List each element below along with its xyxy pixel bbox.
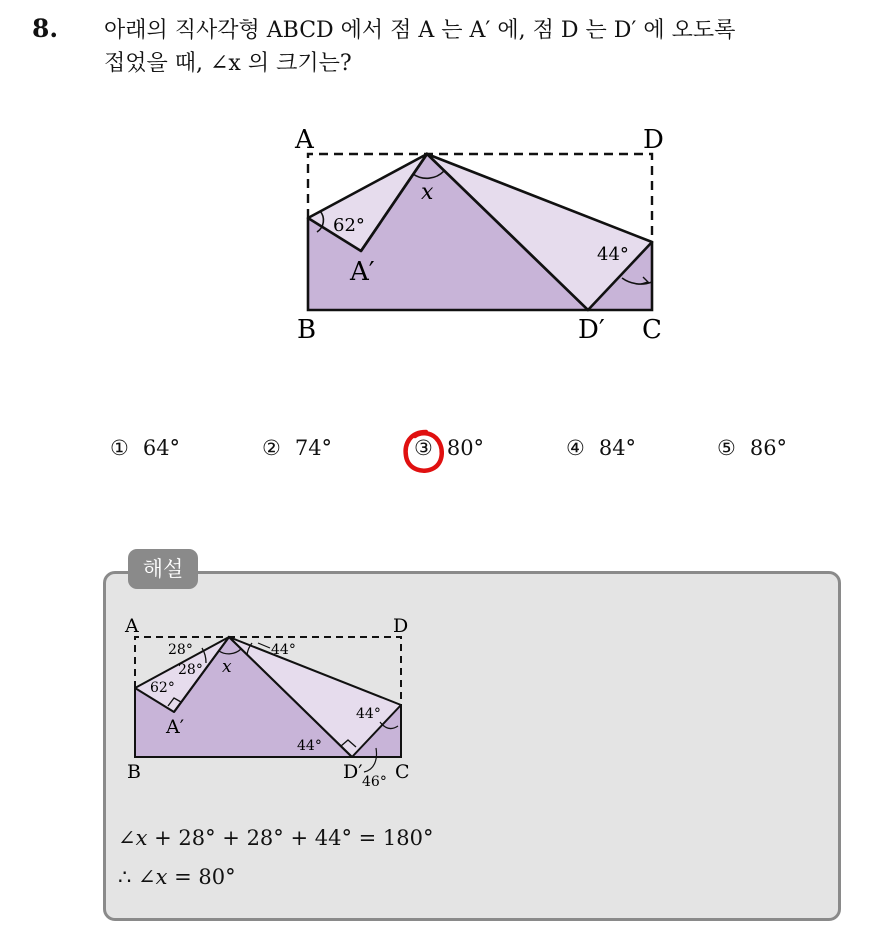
sol-label-D: D (393, 615, 409, 637)
angle-44-label: 44° (597, 244, 629, 265)
label-x: x (421, 180, 434, 205)
choice-4-marker: ④ (566, 436, 585, 460)
question-line-2: 접었을 때, ∠x 의 크기는? (104, 51, 352, 76)
sol-label-A: A (125, 615, 139, 637)
sol-angle-44-bottom: 44° (297, 738, 322, 754)
angle-62-label: 62° (333, 215, 365, 236)
choice-3-marker: ③ (414, 436, 433, 460)
label-A-prime: A′ (350, 257, 375, 287)
sol-label-x: x (222, 657, 232, 677)
sol-label-A-prime: A′ (166, 716, 185, 738)
sol-angle-62: 62° (150, 680, 175, 696)
choice-1-marker: ① (110, 436, 129, 460)
question-line-1: 아래의 직사각형 ABCD 에서 점 A 는 A′ 에, 점 D 는 D′ 에 오도록 (104, 18, 736, 43)
eq2-rest: = 80° (167, 865, 236, 889)
choice-5-value: 86° (749, 436, 788, 460)
sol-label-B: B (127, 761, 141, 783)
label-D-prime: D′ (578, 315, 605, 345)
label-C: C (642, 315, 662, 345)
eq2-prefix: ∴ ∠ (118, 865, 156, 889)
choice-4-value: 84° (598, 436, 637, 460)
solution-equation-1 (118, 826, 434, 850)
sol-angle-28-top: 28° (168, 642, 193, 658)
eq1-variable: x (135, 826, 148, 850)
label-D: D (643, 125, 664, 155)
sol-angle-44-top: 44° (271, 642, 296, 658)
sol-angle-44-right: 44° (356, 706, 381, 722)
choice-2-marker: ② (262, 436, 281, 460)
sol-label-C: C (395, 761, 410, 783)
eq2-variable: x (155, 865, 168, 889)
eq1-angle-symbol: ∠ (118, 826, 136, 850)
question-number: 8. (32, 14, 59, 43)
label-A: A (295, 125, 314, 155)
choice-5-marker: ⑤ (717, 436, 736, 460)
sol-label-D-prime: D′ (343, 761, 363, 783)
sol-angle-28-bottom: 28° (178, 662, 203, 678)
choice-2-value: 74° (294, 436, 333, 460)
sol-arrow-44-top (258, 643, 270, 648)
label-B: B (297, 315, 317, 345)
choice-3-value: 80° (446, 436, 485, 460)
solution-equation-2 (118, 865, 236, 889)
solution-tab: 해설 (128, 549, 198, 589)
choice-1-value: 64° (142, 436, 181, 460)
eq1-rest: + 28° + 28° + 44° = 180° (147, 826, 434, 850)
sol-angle-46: 46° (362, 774, 387, 790)
